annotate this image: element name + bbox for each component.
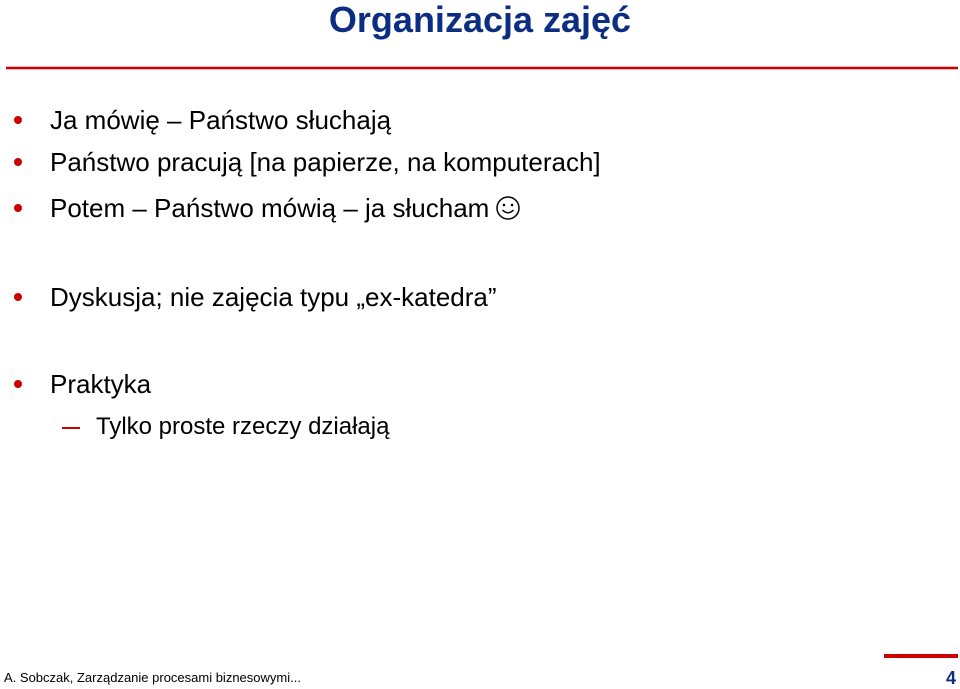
bullet-dot-icon xyxy=(14,116,22,124)
bullet-dot-icon xyxy=(14,380,22,388)
footer-author: A. Sobczak, Zarządzanie procesami biznesowymi... xyxy=(4,670,301,685)
page-number: 4 xyxy=(945,668,956,688)
footer-divider xyxy=(884,654,958,658)
title-divider xyxy=(6,66,958,70)
bullet-text: Ja mówię – Państwo słuchają xyxy=(50,105,392,135)
bullet-text: Praktyka xyxy=(50,369,152,399)
bullet-text: Państwo pracują [na papierze, na komputerach] xyxy=(50,147,601,177)
smiley-icon xyxy=(495,195,521,221)
dash-bullet-icon xyxy=(62,427,80,429)
sub-bullet-text: Tylko proste rzeczy działają xyxy=(96,413,390,440)
bullet-dot-icon xyxy=(14,293,22,301)
bullet-dot-icon xyxy=(14,204,22,212)
bullet-dot-icon xyxy=(14,158,22,166)
bullet-text: Potem – Państwo mówią – ja słucham xyxy=(50,193,490,223)
slide-title: Organizacja zajęć xyxy=(328,0,632,40)
bullet-text: Dyskusja; nie zajęcia typu „ex-katedra” xyxy=(50,282,497,312)
bullet-text-with-icon xyxy=(50,190,521,226)
